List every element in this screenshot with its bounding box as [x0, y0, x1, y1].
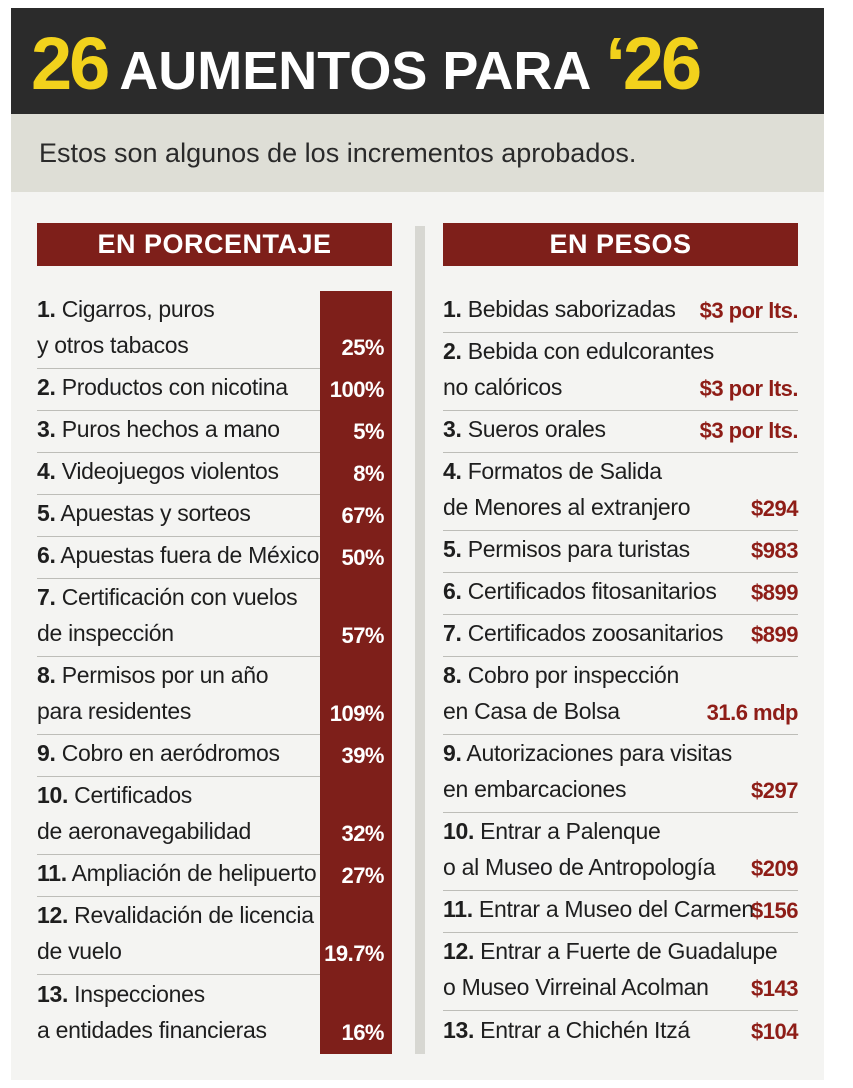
item-label-line1: Certificados zoosanitarios: [467, 620, 724, 646]
percent-value: 67%: [341, 503, 384, 528]
item-text: [37, 897, 314, 969]
pesos-list-item: [443, 615, 798, 657]
item-text: [37, 657, 268, 729]
percent-value: 27%: [341, 863, 384, 888]
item-number: 5.: [37, 500, 56, 526]
item-number: 10.: [443, 818, 475, 844]
item-text: [37, 291, 214, 363]
percent-list-item: [37, 537, 392, 579]
item-text: [37, 495, 251, 531]
infographic-card: [11, 8, 824, 1080]
pesos-list-item: [443, 411, 798, 453]
item-label-line1: Autorizaciones para visitas: [466, 740, 732, 766]
percent-value-box: [320, 855, 392, 897]
page-title: [31, 24, 699, 104]
item-text: [443, 453, 690, 525]
item-label-line1: Revalidación de licencia: [74, 902, 314, 928]
percent-value: 25%: [341, 335, 384, 360]
item-label-line1: Entrar a Museo del Carmen: [478, 896, 754, 922]
percent-value: 57%: [341, 623, 384, 648]
item-text: [443, 411, 606, 447]
item-text: [37, 411, 280, 447]
pesos-list-item: [443, 1011, 798, 1053]
percent-list-item: [37, 579, 392, 657]
pesos-list-item: [443, 291, 798, 333]
item-label-line1: Cobro por inspección: [467, 662, 680, 688]
peso-value: 31.6 mdp: [706, 700, 798, 725]
title-number-right: ‘26: [605, 22, 700, 105]
item-text: [443, 615, 723, 651]
item-text: [443, 1012, 690, 1048]
item-number: 7.: [443, 620, 462, 646]
pesos-list-item: [443, 333, 798, 411]
column-divider: [415, 226, 425, 1054]
item-label-line2: no calóricos: [443, 374, 563, 400]
item-label-line2: para residentes: [37, 698, 192, 724]
percent-list-item: [37, 411, 392, 453]
item-number: 11.: [37, 860, 67, 886]
pesos-list: [443, 291, 798, 1053]
item-number: 6.: [37, 542, 56, 568]
pesos-list-item: [443, 735, 798, 813]
subtitle-bar: [11, 114, 824, 192]
item-text: [443, 813, 715, 885]
item-number: 1.: [443, 296, 462, 322]
item-label-line2: en Casa de Bolsa: [443, 698, 620, 724]
percent-list-item: [37, 735, 392, 777]
item-number: 6.: [443, 578, 462, 604]
percent-list-item: [37, 291, 392, 369]
percent-list: [37, 291, 392, 1053]
pesos-list-item: [443, 657, 798, 735]
item-label-line1: Productos con nicotina: [61, 374, 288, 400]
item-text: [443, 657, 679, 729]
percent-value-box: [320, 579, 392, 657]
item-text: [37, 579, 297, 651]
item-label-line1: Ampliación de helipuerto: [71, 860, 317, 886]
percent-value: 8%: [353, 461, 384, 486]
item-text: [37, 855, 316, 891]
percent-value-box: [320, 495, 392, 537]
peso-value: $209: [751, 856, 798, 881]
percent-value: 16%: [341, 1020, 384, 1045]
item-text: [443, 933, 777, 1005]
item-number: 3.: [37, 416, 56, 442]
item-label-line2: de vuelo: [37, 938, 122, 964]
item-label-line2: de Menores al extranjero: [443, 494, 691, 520]
pesos-list-item: [443, 531, 798, 573]
peso-value: $143: [751, 976, 798, 1001]
item-label-line2: a entidades financieras: [37, 1017, 267, 1043]
item-text: [37, 369, 288, 405]
subtitle: Estos son algunos de los incrementos aprobados.: [39, 138, 637, 168]
item-label-line1: Apuestas fuera de México: [60, 542, 320, 568]
item-number: 1.: [37, 296, 56, 322]
item-label-line1: Cobro en aeródromos: [61, 740, 280, 766]
item-label-line1: Bebidas saborizadas: [467, 296, 676, 322]
item-text: [37, 735, 280, 771]
item-label-line1: Entrar a Palenque: [480, 818, 661, 844]
item-label-line1: Certificados: [74, 782, 193, 808]
item-label-line1: Entrar a Chichén Itzá: [480, 1017, 690, 1043]
percent-value-box: [320, 777, 392, 855]
percent-list-item: [37, 657, 392, 735]
item-text: [443, 735, 732, 807]
percent-list-item: [37, 777, 392, 855]
percent-value-box: [320, 411, 392, 453]
item-number: 8.: [37, 662, 56, 688]
peso-value: $3 por lts.: [699, 298, 798, 323]
percent-value: 19.7%: [324, 941, 384, 966]
item-number: 4.: [37, 458, 56, 484]
percent-value-box: [320, 975, 392, 1054]
item-label-line1: Entrar a Fuerte de Guadalupe: [480, 938, 778, 964]
item-number: 12.: [443, 938, 475, 964]
item-text: [443, 531, 690, 567]
peso-value: $899: [751, 580, 798, 605]
item-number: 9.: [37, 740, 56, 766]
item-label-line1: Certificación con vuelos: [61, 584, 298, 610]
item-number: 7.: [37, 584, 56, 610]
item-text: [37, 777, 251, 849]
peso-value: $983: [751, 538, 798, 563]
percent-value: 50%: [341, 545, 384, 570]
peso-value: $294: [751, 496, 798, 521]
item-number: 8.: [443, 662, 462, 688]
percent-value-box: [320, 657, 392, 735]
percent-value-box: [320, 897, 392, 975]
item-label-line1: Puros hechos a mano: [61, 416, 280, 442]
percent-list-item: [37, 897, 392, 975]
item-label-line1: Formatos de Salida: [467, 458, 662, 484]
pesos-list-item: [443, 813, 798, 891]
pesos-list-item: [443, 933, 798, 1011]
percent-value-box: [320, 291, 392, 369]
percent-list-item: [37, 495, 392, 537]
peso-value: $297: [751, 778, 798, 803]
item-number: 9.: [443, 740, 462, 766]
item-text: [37, 537, 319, 573]
item-text: [443, 291, 676, 327]
title-bar: [11, 8, 824, 114]
percent-value: 39%: [341, 743, 384, 768]
item-number: 10.: [37, 782, 69, 808]
item-number: 13.: [37, 981, 69, 1007]
item-label-line1: Permisos para turistas: [467, 536, 690, 562]
item-label-line1: Bebida con edulcorantes: [467, 338, 714, 364]
peso-value: $104: [751, 1019, 798, 1044]
title-text: AUMENTOS PARA: [119, 41, 592, 101]
percent-value-box: [320, 453, 392, 495]
item-text: [443, 333, 714, 405]
item-text: [37, 453, 279, 489]
item-number: 11.: [443, 896, 473, 922]
peso-value: $3 por lts.: [699, 376, 798, 401]
peso-value: $899: [751, 622, 798, 647]
percent-value-box: [320, 537, 392, 579]
item-label-line2: y otros tabacos: [37, 332, 189, 358]
item-label-line2: o Museo Virreinal Acolman: [443, 974, 709, 1000]
pesos-list-item: [443, 453, 798, 531]
item-number: 2.: [443, 338, 462, 364]
item-text: [37, 976, 267, 1048]
item-label-line1: Videojuegos violentos: [61, 458, 279, 484]
item-number: 13.: [443, 1017, 475, 1043]
percent-value: 5%: [353, 419, 384, 444]
item-label-line1: Permisos por un año: [61, 662, 269, 688]
percent-value-box: [320, 369, 392, 411]
item-label-line1: Cigarros, puros: [61, 296, 215, 322]
percent-list-item: [37, 975, 392, 1053]
title-number-left: 26: [31, 22, 108, 105]
peso-value: $156: [751, 898, 798, 923]
pesos-list-item: [443, 573, 798, 615]
pesos-list-item: [443, 891, 798, 933]
item-label-line1: Apuestas y sorteos: [60, 500, 251, 526]
item-label-line2: en embarcaciones: [443, 776, 627, 802]
item-label-line1: Sueros orales: [467, 416, 606, 442]
item-number: 4.: [443, 458, 462, 484]
percent-value: 32%: [341, 821, 384, 846]
item-number: 2.: [37, 374, 56, 400]
percent-column-heading: EN PORCENTAJE: [37, 223, 392, 266]
item-label-line2: o al Museo de Antropología: [443, 854, 716, 880]
item-label-line2: de aeronavegabilidad: [37, 818, 251, 844]
item-number: 3.: [443, 416, 462, 442]
percent-list-item: [37, 453, 392, 495]
percent-value-box: [320, 735, 392, 777]
percent-value: 100%: [329, 377, 384, 402]
percent-list-item: [37, 369, 392, 411]
item-text: [443, 891, 754, 927]
percent-list-item: [37, 855, 392, 897]
percent-value: 109%: [329, 701, 384, 726]
item-number: 5.: [443, 536, 462, 562]
item-label-line1: Certificados fitosanitarios: [467, 578, 717, 604]
item-text: [443, 573, 717, 609]
item-number: 12.: [37, 902, 69, 928]
item-label-line2: de inspección: [37, 620, 174, 646]
pesos-column-heading: EN PESOS: [443, 223, 798, 266]
item-label-line1: Inspecciones: [74, 981, 205, 1007]
peso-value: $3 por lts.: [699, 418, 798, 443]
